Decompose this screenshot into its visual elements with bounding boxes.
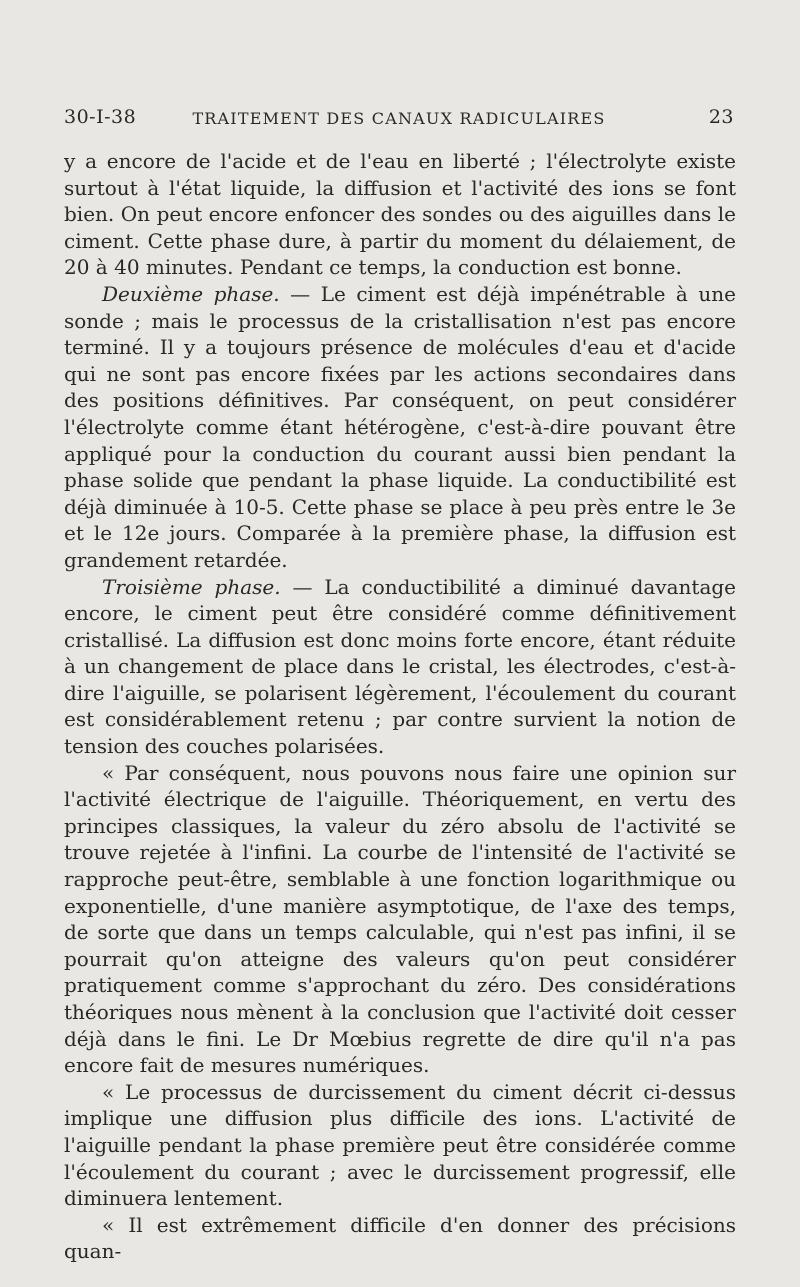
paragraph-4: « Par conséquent, nous pouvons nous faire une opinion sur l'activité électrique de l'aiguille. Théoriquement, en vertu des principes classiques, la valeur du zéro absolu de l'activité se trouve rejetée à l'infini. La courbe de l'intensité de l'activité se rapproche peut-être, semblable à une fonction logarithmique ou exponentielle, d'une manière asymptotique, de l'axe des temps, de sorte que dans un temps calculable, qui n'est pas infini, il se pourrait qu'on atteigne des valeurs qu'on peut considérer pratiquement comme s'approchant du zéro. Des considérations théoriques nous mènent à la conclusion que l'activité doit cesser déjà dans le fini. Le Dr Mœbius regrette de dire qu'il n'a pas encore fait de mesures numériques. (64, 760, 736, 1078)
paragraph-3: Troisième phase. — La conductibilité a diminué davantage encore, le ciment peut être considéré comme définitivement cristallisé. La diffusion est donc moins forte encore, étant réduite à un changement de place dans le cristal, les électrodes, c'est-à-dire l'aiguille, se polarisent légèrement, l'écoulement du courant est considérablement retenu ; par contre survient la notion de tension des couches polarisées. (64, 574, 737, 759)
running-header (64, 106, 734, 136)
section-heading-troisieme-phase: Troisième phase. (102, 574, 281, 599)
header-date: 30-I-38 (64, 106, 137, 128)
paragraph-2: Deuxième phase. — Le ciment est déjà impénétrable à une sonde ; mais le processus de la cristallisation n'est pas encore terminé. Il y a toujours présence de molécules d'eau et d'acide qui ne sont pas encore fixées par les actions secondaires dans des positions définitives. Par conséquent, on peut considérer l'électrolyte comme étant hétérogène, c'est-à-dire pouvant être appliqué pour la conduction du courant aussi bien pendant la phase solide que pendant la phase liquide. La conductibilité est déjà diminuée à 10-5. Cette phase se place à peu près entre le 3e et le 12e jours. Comparée à la première phase, la diffusion est grandement retardée. (64, 281, 736, 572)
page-number: 23 (708, 106, 734, 128)
paragraph-1: y a encore de l'acide et de l'eau en liberté ; l'électrolyte existe surtout à l'état liquide, la diffusion et l'activité des ions se font bien. On peut encore enfoncer des sondes ou des aiguilles dans le ciment. Cette phase dure, à partir du moment du délaiement, de 20 à 40 minutes. Pendant ce temps, la conduction est bonne. (64, 149, 736, 280)
header-title: TRAITEMENT DES CANAUX RADICULAIRES (192, 109, 606, 128)
paragraph-5: « Le processus de durcissement du ciment décrit ci-dessus implique une diffusion plus difficile des ions. L'activité de l'aiguille pendant la phase première peut être considérée comme l'écoulement du courant ; avec le durcissement progressif, elle diminuera lentement. (64, 1079, 736, 1211)
section-heading-deuxieme-phase: Deuxième phase. (102, 281, 280, 306)
body-text (64, 148, 736, 1265)
paragraph-6: « Il est extrêmement difficile d'en donner des précisions quan- (64, 1212, 736, 1264)
